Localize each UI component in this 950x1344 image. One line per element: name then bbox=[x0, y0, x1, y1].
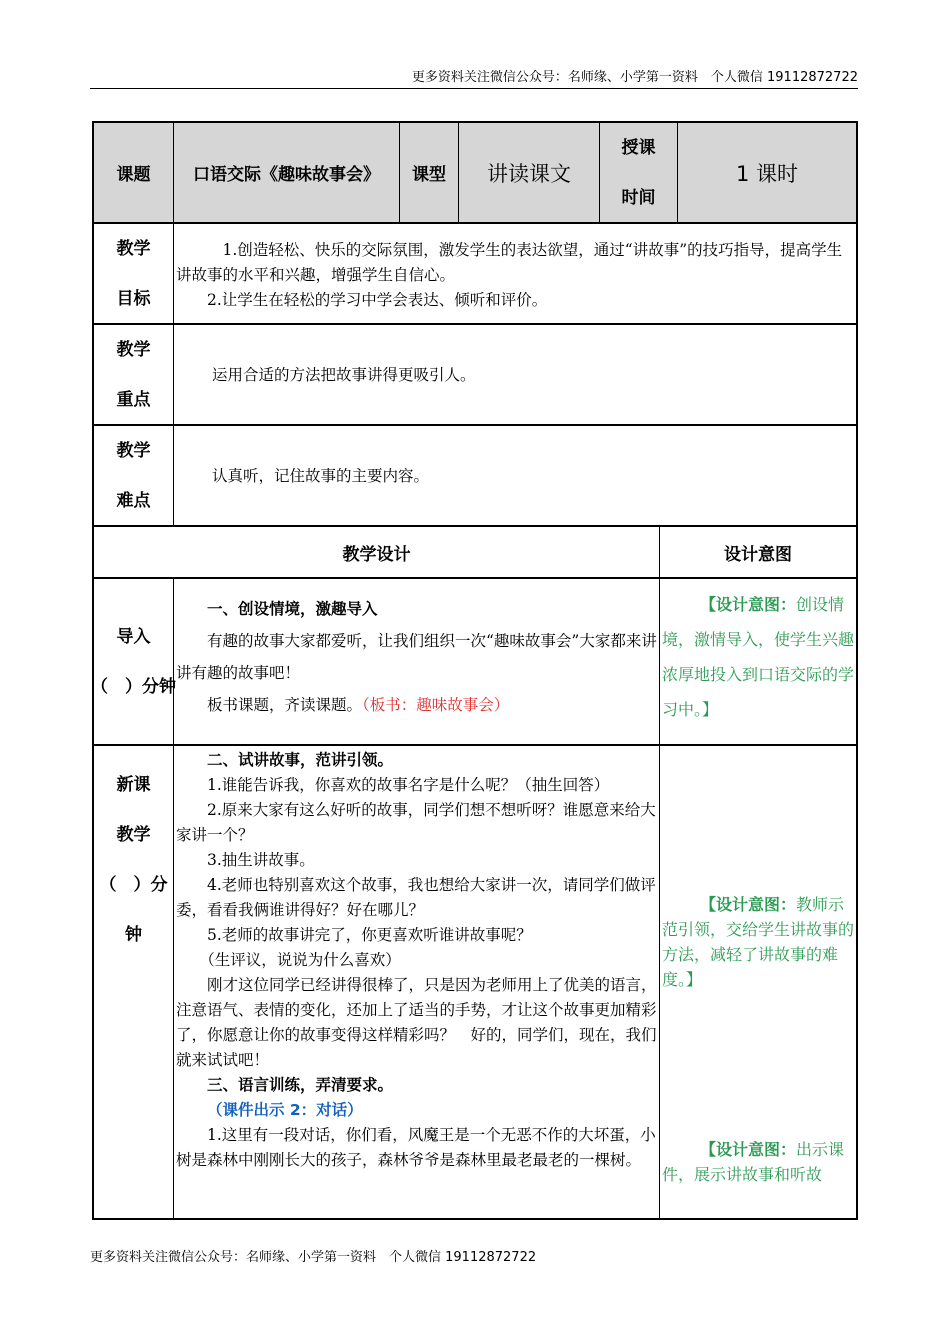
newlesson-content bbox=[174, 746, 660, 1220]
intro-intent-text: 创设情境，激情导入，使学生兴趣浓厚地投入到口语交际的学习中。】 bbox=[662, 595, 855, 719]
question-2: 2.原来大家有这么好听的故事，同学们想不想听呀？谁愿意来给大家讲一个？ bbox=[176, 801, 656, 844]
newlesson-label-3: （ ）分 bbox=[99, 875, 168, 895]
objectives-label-cell bbox=[94, 224, 174, 325]
newlesson-heading-2: 二、试讲故事，范讲引领。 bbox=[207, 751, 394, 769]
topic-label-cell bbox=[94, 123, 174, 224]
type-label-cell bbox=[400, 123, 459, 224]
newlesson-intent-1-tag: 【设计意图： bbox=[700, 895, 797, 914]
intro-paragraph: 有趣的故事大家都爱听，让我们组织一次“趣味故事会”大家都来讲讲有趣的故事吧！ bbox=[176, 632, 657, 682]
intro-board: 板书课题，齐读课题。 bbox=[207, 696, 363, 714]
difficulties-text: 认真听，记住故事的主要内容。 bbox=[212, 467, 430, 485]
objectives-label-1: 教学 bbox=[116, 238, 151, 259]
intro-label-1: 导入 bbox=[116, 626, 151, 647]
question-3: 3.抽生讲故事。 bbox=[207, 851, 315, 869]
keypoints-label-1: 教学 bbox=[116, 339, 151, 360]
newlesson-label-1: 新课 bbox=[116, 775, 151, 795]
intro-content bbox=[174, 579, 660, 746]
intro-intent bbox=[660, 579, 856, 746]
topic-value: 口语交际《趣味故事会》 bbox=[193, 165, 380, 185]
difficulties-label-2: 难点 bbox=[116, 490, 151, 511]
newlesson-label-4: 钟 bbox=[125, 925, 142, 945]
question-5-note: （生评议，说说为什么喜欢） bbox=[199, 951, 401, 969]
question-4: 4.老师也特别喜欢这个故事，我也想给大家讲一次，请同学们做评委，看看我俩谁讲得好？好在哪儿？ bbox=[176, 876, 656, 919]
time-value: 1 课时 bbox=[735, 161, 799, 186]
type-label: 课型 bbox=[412, 165, 446, 185]
type-value: 讲读课文 bbox=[487, 161, 571, 186]
newlesson-intent-2-text: 出示课件，展示讲故事和听故 bbox=[662, 1140, 845, 1184]
question-1: 1.谁能告诉我，你喜欢的故事名字是什么呢？（抽生回答） bbox=[207, 776, 610, 794]
newlesson-label-2: 教学 bbox=[116, 825, 151, 845]
difficulties-content bbox=[174, 426, 856, 527]
intro-heading: 一、创设情境，激趣导入 bbox=[207, 600, 378, 618]
objective-1: 1.创造轻松、快乐的交际氛围，激发学生的表达欲望，通过“讲故事”的技巧指导，提高学生讲故事的水平和兴趣，增强学生自信心。 bbox=[176, 241, 843, 284]
objective-2: 2.让学生在轻松的学习中学会表达、倾听和评价。 bbox=[207, 291, 548, 309]
keypoints-label-2: 重点 bbox=[116, 389, 151, 410]
design-header-cell bbox=[94, 527, 660, 579]
keypoints-content bbox=[174, 325, 856, 426]
time-value-cell bbox=[678, 123, 856, 224]
page-footer-note: 更多资料关注微信公众号：名师缘、小学第一资料 个人微信 19112872722 bbox=[90, 1250, 537, 1265]
objectives-label-2: 目标 bbox=[116, 288, 151, 309]
time-label-2: 时间 bbox=[621, 187, 656, 208]
newlesson-label-cell bbox=[94, 746, 174, 1220]
newlesson-intent-1 bbox=[662, 892, 854, 992]
type-value-cell bbox=[459, 123, 600, 224]
newlesson-intent-2 bbox=[662, 1137, 854, 1187]
dialog-1: 1.这里有一段对话，你们看，风魔王是一个无恶不作的大坏蛋，小树是森林中刚刚长大的孩子，森林爷爷是森林里最老最老的一棵树。 bbox=[176, 1126, 656, 1169]
newlesson-intent-1-text: 教师示范引领，交给学生讲故事的方法，减轻了讲故事的难度。】 bbox=[662, 895, 855, 989]
newlesson-heading-3: 三、语言训练，弄清要求。 bbox=[207, 1076, 394, 1094]
objectives-content bbox=[174, 224, 856, 325]
topic-label: 课题 bbox=[116, 165, 151, 185]
difficulties-label-cell bbox=[94, 426, 174, 527]
newlesson-intent-2-tag: 【设计意图： bbox=[700, 1140, 797, 1159]
keypoints-text: 运用合适的方法把故事讲得更吸引人。 bbox=[212, 366, 476, 384]
teacher-summary: 刚才这位同学已经讲得很棒了，只是因为老师用上了优美的语言，注意语气、表情的变化，还加上了适当的手势，才让这个故事更加精彩了，你愿意让你的故事变得这样精彩吗？ 好的，同学们，现在，我们就来试试吧！ bbox=[176, 976, 657, 1069]
intent-header: 设计意图 bbox=[724, 544, 792, 565]
intent-header-cell bbox=[660, 527, 856, 579]
intro-intent-tag: 【设计意图： bbox=[700, 595, 797, 614]
design-header: 教学设计 bbox=[342, 544, 411, 565]
intro-label-cell bbox=[91, 579, 176, 746]
page-header-note: 更多资料关注微信公众号：名师缘、小学第一资料 个人微信 19112872722 bbox=[90, 68, 858, 89]
difficulties-label-1: 教学 bbox=[116, 440, 151, 461]
newlesson-intent bbox=[660, 746, 856, 1220]
courseware-note: （课件出示 2：对话） bbox=[207, 1101, 363, 1119]
time-label-1: 授课 bbox=[621, 137, 656, 158]
intro-label-2: （ ）分钟 bbox=[91, 676, 176, 697]
intro-board-note: （板书：趣味故事会） bbox=[362, 696, 510, 714]
topic-value-cell bbox=[174, 123, 400, 224]
time-label-cell bbox=[600, 123, 678, 224]
lesson-plan-table bbox=[92, 121, 858, 1220]
keypoints-label-cell bbox=[94, 325, 174, 426]
question-5: 5.老师的故事讲完了，你更喜欢听谁讲故事呢？ bbox=[207, 926, 532, 944]
